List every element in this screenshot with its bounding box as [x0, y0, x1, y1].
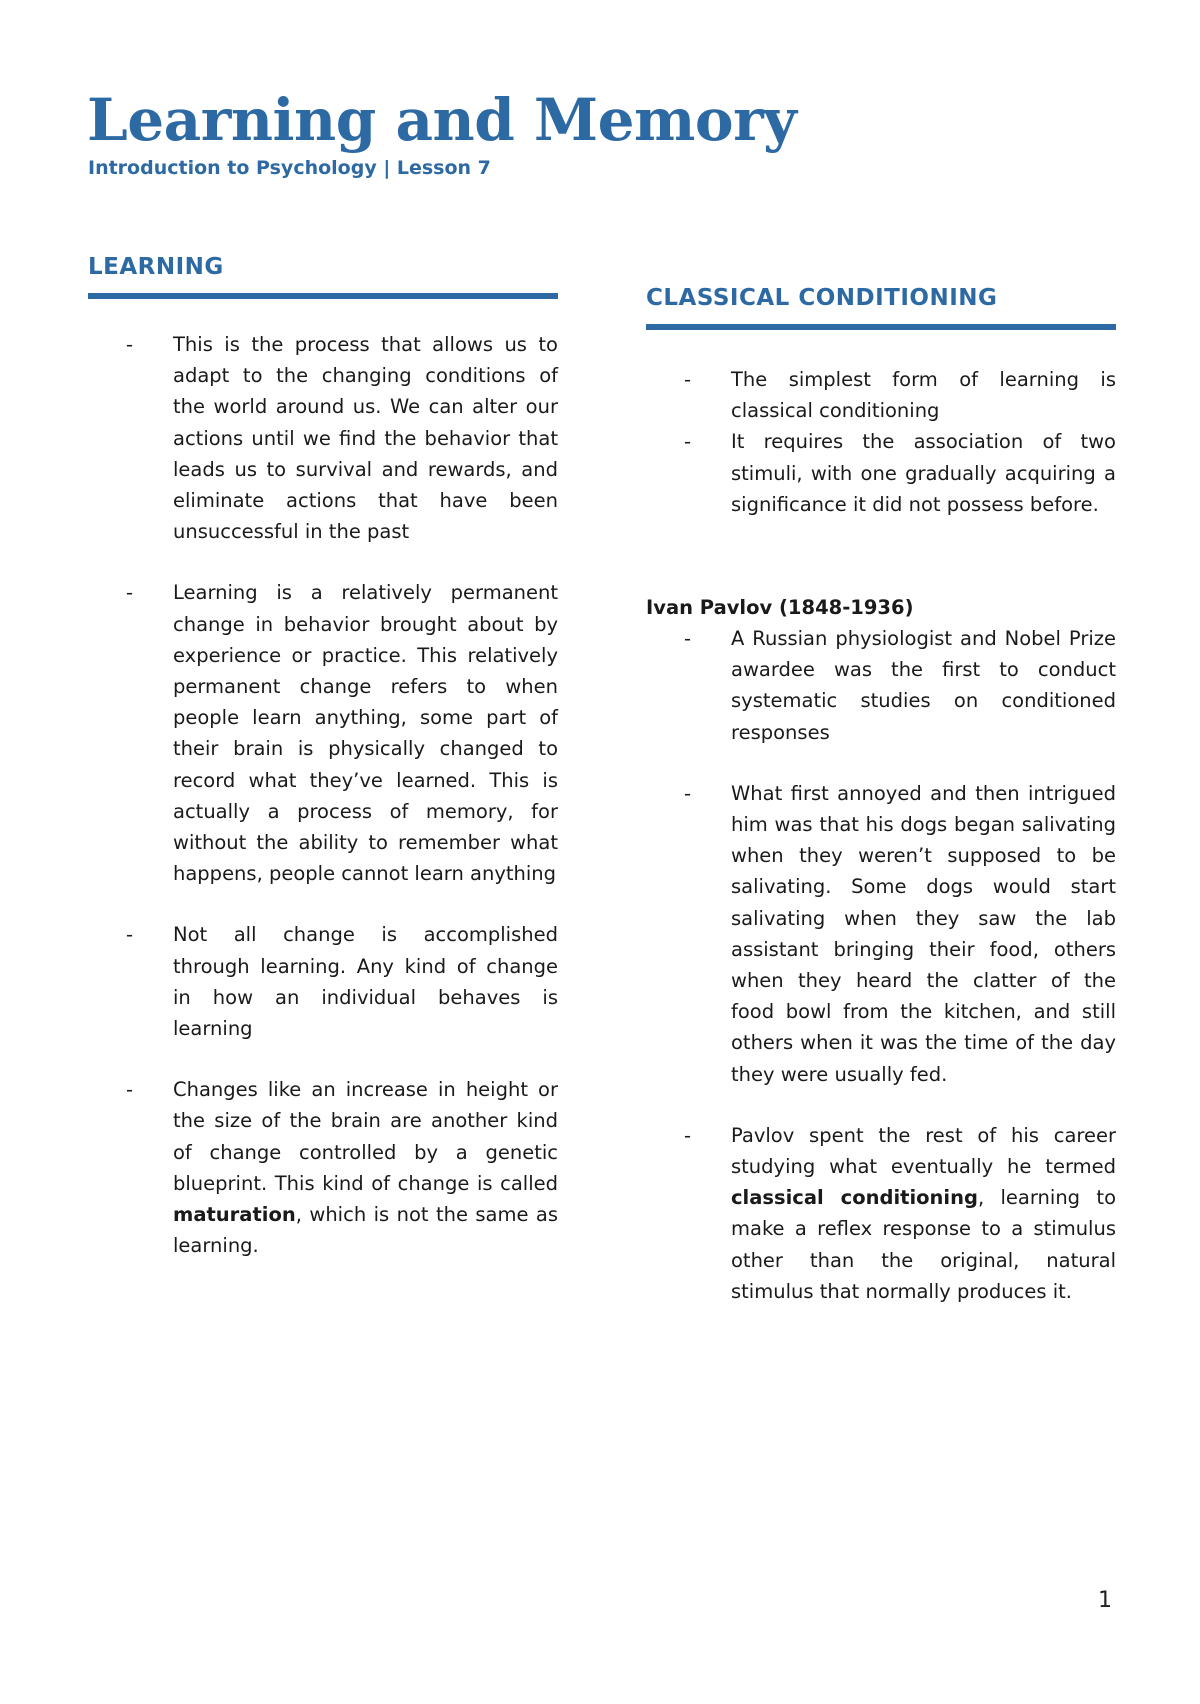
- bullet-text: [731, 1124, 1116, 1303]
- bullet-text: What first annoyed and then intrigued him was that his dogs began salivating when they weren’t supposed to be salivating. Some dogs would start salivating when they saw the lab assistant bringing their food, others when they heard the clatter of the food bowl from the kitchen, and still others when it was the time of the day they were usually fed.: [731, 781, 1116, 1086]
- list-item: [88, 577, 558, 889]
- bullet-dash: -: [684, 627, 692, 651]
- heading-rule: [646, 324, 1116, 330]
- term-classical-conditioning: classical conditioning: [731, 1186, 978, 1210]
- list-item: [646, 426, 1116, 520]
- classical-conditioning-section: [646, 284, 1116, 1337]
- learning-bullet-list: [88, 329, 558, 1261]
- list-item: [646, 1120, 1116, 1307]
- pavlov-bullet-list: [646, 623, 1116, 1307]
- bullet-dash: -: [126, 1078, 134, 1102]
- bullet-dash: -: [126, 581, 134, 605]
- bullet-text: Learning is a relatively permanent change in behavior brought about by experience or practice. This relatively permanent change refers to when people learn anything, some part of their brain is physically changed to record what they’ve learned. This is actually a process of memory, for without the ability to remember what happens, people cannot learn anything: [173, 581, 558, 886]
- document-subtitle: Introduction to Psychology | Lesson 7: [88, 157, 491, 179]
- list-item: [88, 1074, 558, 1261]
- document-title: Learning and Memory: [87, 86, 797, 154]
- page-number: 1: [1098, 1588, 1112, 1613]
- bullet-text: It requires the association of two stimuli, with one gradually acquiring a significance it did not possess before.: [731, 430, 1116, 516]
- list-item: [646, 623, 1116, 748]
- bullet-dash: -: [126, 923, 134, 947]
- term-maturation: maturation: [173, 1203, 296, 1227]
- learning-section: [88, 253, 558, 1291]
- section-heading-classical-conditioning: CLASSICAL CONDITIONING: [646, 285, 998, 311]
- bullet-text-part: Changes like an increase in height or the size of the brain are another kind of change controlled by a genetic blueprint. This kind of change is called: [173, 1078, 558, 1195]
- bullet-dash: -: [684, 368, 692, 391]
- bullet-dash: -: [684, 430, 692, 454]
- bullet-text: Not all change is accomplished through learning. Any kind of change in how an individual behaves is learning: [173, 923, 558, 1041]
- bullet-text-part: , learning to make a reflex response to a stimulus other than the original, natural stimulus that normally produces it.: [731, 1186, 1116, 1303]
- bullet-dash: -: [126, 333, 134, 356]
- bullet-text-part: Pavlov spent the rest of his career studying what eventually he termed: [731, 1123, 1116, 1179]
- bullet-dash: -: [684, 1123, 692, 1147]
- list-item: [646, 364, 1116, 426]
- pavlov-heading: Ivan Pavlov (1848-1936): [646, 596, 914, 620]
- bullet-dash: -: [684, 781, 692, 805]
- heading-rule: [88, 293, 558, 299]
- conditioning-intro-list: [646, 364, 1116, 520]
- list-item: [88, 329, 558, 547]
- list-item: [88, 919, 558, 1044]
- bullet-text: A Russian physiologist and Nobel Prize awardee was the first to conduct systematic studies on conditioned responses: [731, 627, 1116, 744]
- bullet-text: [173, 1078, 558, 1257]
- section-heading-learning: LEARNING: [88, 254, 224, 280]
- list-item: [646, 778, 1116, 1090]
- bullet-text-part: , which is not the same as learning.: [173, 1203, 558, 1258]
- bullet-text: This is the process that allows us to adapt to the changing conditions of the world around us. We can alter our actions until we find the behavior that leads us to survival and rewards, and eliminate actions that have been unsuccessful in the past: [173, 333, 558, 544]
- bullet-text: The simplest form of learning is classical conditioning: [731, 368, 1116, 423]
